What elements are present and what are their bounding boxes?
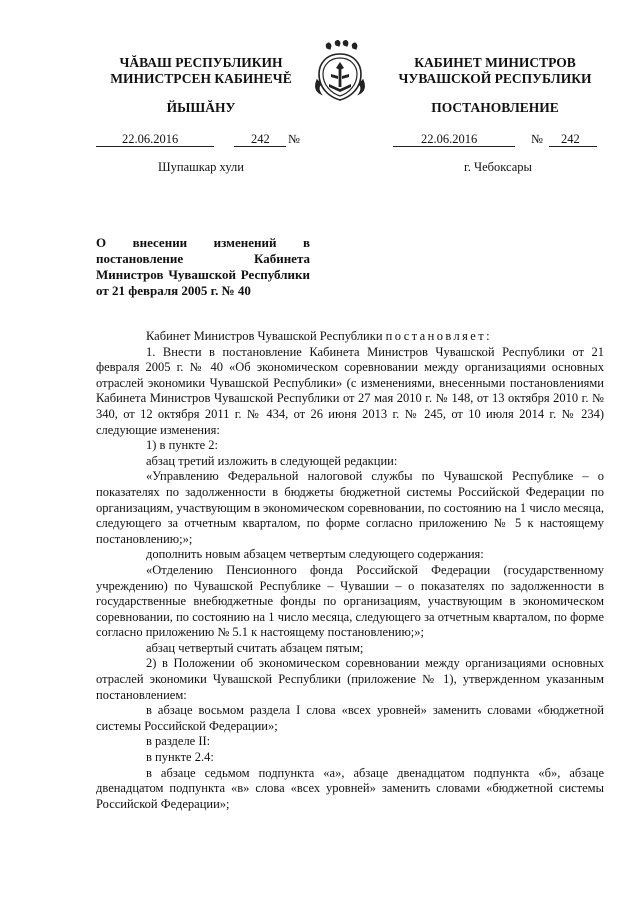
body-paragraph: дополнить новым абзацем четвертым следующего содержания: [146, 547, 484, 562]
doc-type-left: ЙЫШĂНУ [166, 100, 236, 115]
left-number: 242 [251, 132, 270, 146]
body-paragraph: 1. Внести в постановление Кабинета Министров Чувашской Республики от 21 февраля 2005 г. № 40 «Об экономическом соревновании между организациями основных отраслей экономики Чувашской Республики» (с изменениями, внесенными постановлениями Кабинета Министров Чувашской Республики от 27 мая 2010 г. № 148, от 13 октября 2010 г. № 340, от 12 октября 2011 г. № 434, от 26 июня 2013 г. № 245, от 10 июля 2014 г. № 234) следующие изменения: [96, 344, 604, 437]
body-paragraph: в пункте 2.4: [146, 750, 214, 765]
left-date: 22.06.2016 [122, 132, 179, 146]
header-right-line1: КАБИНЕТ МИНИСТРОВ [414, 55, 576, 70]
intro-verb: постановляет: [385, 329, 492, 343]
right-date: 22.06.2016 [421, 132, 478, 146]
header-right-russian [385, 55, 605, 87]
document-body [96, 329, 604, 812]
body-paragraph: абзац четвертый считать абзацем пятым; [146, 640, 364, 655]
left-date-number-row [96, 132, 311, 148]
body-paragraph: «Управлению Федеральной налоговой службы по Чувашской Республике – о показателях по задолженности в бюджеты бюджетной системы Российской Федерации по организациям, участвующим в экономическом соревновании, по состоянию на 1 число месяца, следующего за отчетным кварталом, по форме согласно приложению № 5 к настоящему постановлению;»; [96, 469, 604, 546]
doc-type-right: ПОСТАНОВЛЕНИЕ [431, 100, 559, 115]
header-left-chuvash [96, 55, 306, 87]
left-city: Шупашкар хули [158, 160, 244, 174]
body-paragraph: 2) в Положении об экономическом соревновании между организациями основных отраслей экономики Чувашской Республики (приложение № 1), утвержденном указанным постановлением: [96, 656, 604, 702]
right-city: г. Чебоксары [464, 160, 532, 174]
left-number-sign: № [288, 132, 300, 146]
body-paragraph: в разделе II: [146, 734, 211, 749]
header-left-line1: ЧĂВАШ РЕСПУБЛИКИН [119, 55, 283, 70]
right-number: 242 [561, 132, 580, 146]
body-paragraph: абзац третий изложить в следующей редакции: [146, 453, 398, 468]
body-paragraph: в абзаце восьмом раздела I слова «всех уровней» заменить словами «бюджетной системы Российской Федерации»; [96, 703, 604, 733]
right-date-number-row [393, 132, 603, 148]
header-left-line2: МИНИСТРСЕН КАБИНЕЧĚ [110, 71, 292, 86]
intro-text: Кабинет Министров Чувашской Республики [146, 329, 383, 343]
intro-paragraph [96, 329, 604, 345]
right-number-sign: № [531, 132, 543, 146]
body-paragraph: 1) в пункте 2: [146, 438, 218, 453]
body-paragraph: «Отделению Пенсионного фонда Российской Федерации (государственному учреждению) по Чувашской Республике – Чувашии – о показателях по задолженности в государственные внебюджетные фонды по организациям, участвующим в экономическом соревновании, по состоянию на 1 число месяца, следующего за отчетным кварталом, по форме согласно приложению № 5.1 к настоящему постановлению;»; [96, 562, 604, 640]
body-paragraph: в абзаце седьмом подпункта «а», абзаце двенадцатом подпункта «б», абзаце двенадцатом подпункта «в» слова «всех уровней» заменить словами «бюджетной системы Российской Федерации»; [96, 765, 604, 811]
chuvash-republic-emblem-icon [311, 40, 369, 102]
document-subject: О внесении изменений в постановление Кабинета Министров Чувашской Республики от 21 февраля 2005 г. № 40 [96, 235, 310, 298]
header-right-line2: ЧУВАШСКОЙ РЕСПУБЛИКИ [398, 71, 592, 86]
